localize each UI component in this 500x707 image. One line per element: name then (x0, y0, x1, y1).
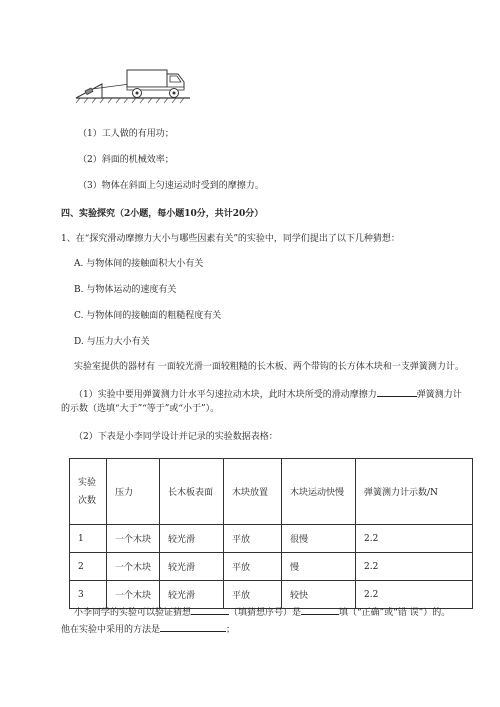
calc-question-3: （3）物体在斜面上匀速运动时受到的摩擦力。 (78, 181, 264, 191)
table-cell: 较光滑 (160, 581, 224, 609)
header-cell-placement: 木块放置 (224, 459, 282, 525)
experiment-table (69, 458, 473, 609)
conclusion-part-a: 小李同学的实验可以验证猜想 (74, 608, 192, 618)
answer-blank-4[interactable] (160, 622, 226, 632)
conclusion-line2 (61, 622, 235, 636)
option-d: D. 与压力大小有关 (74, 337, 150, 347)
header-cell-reading: 弹簧测力计示数/N (356, 459, 473, 525)
table-row (70, 553, 473, 581)
table-cell: 很慢 (282, 525, 356, 553)
table-cell: 一个木块 (107, 525, 160, 553)
subquestion-1-line2: 的示数（选填“大于”“等于”或“小于”）。 (61, 404, 220, 414)
answer-blank-3[interactable] (301, 605, 339, 615)
answer-blank-1[interactable] (377, 387, 417, 397)
conclusion-part-e: ； (226, 625, 236, 635)
header-cell-surface: 长木板表面 (160, 459, 224, 525)
header-cell-trial: 实验 次数 (70, 459, 107, 525)
table-cell: 3 (70, 581, 107, 609)
question-stem: 1、在“探究滑动摩擦力大小与哪些因素有关”的实验中，同学们提出了以下几种猜想： (61, 234, 400, 244)
table-cell: 较快 (282, 581, 356, 609)
table-cell: 2 (70, 553, 107, 581)
calc-question-2: （2）斜面的机械效率； (78, 155, 174, 165)
table-cell: 慢 (282, 553, 356, 581)
table-cell: 2.2 (356, 553, 473, 581)
subquestion-1-part-a: （1）实验中要用弹簧测力计水平匀速拉动木块，此时木块所受的滑动摩擦力 (74, 390, 377, 400)
option-b: B. 与物体运动的速度有关 (74, 285, 177, 295)
table-cell: 2.2 (356, 525, 473, 553)
incline-truck-figure (72, 62, 192, 106)
materials-text: 实验室提供的器材有 一面较光滑一面较粗糙的长木板、两个带钩的长方体木块和一支弹簧测力计。 (74, 362, 464, 372)
table-row (70, 525, 473, 553)
subquestion-1-line1 (74, 387, 462, 401)
header-cell-pressure: 压力 (107, 459, 160, 525)
option-c: C. 与物体间的接触面的粗糙程度有关 (74, 311, 222, 321)
table-cell: 平放 (224, 553, 282, 581)
answer-blank-2[interactable] (191, 605, 229, 615)
table-cell: 平放 (224, 525, 282, 553)
table-cell: 平放 (224, 581, 282, 609)
table-cell: 较光滑 (160, 525, 224, 553)
section-title: 四、实验探究（2小题，每小题10分，共计20分） (61, 209, 264, 219)
conclusion-part-c: 填（“正确”或“错 误”）的。 (339, 608, 451, 618)
subquestion-1-part-b: 弹簧测力计 (416, 390, 462, 400)
conclusion-line1 (74, 605, 450, 619)
table-header-row (70, 459, 473, 525)
table-cell: 一个木块 (107, 553, 160, 581)
table-cell: 较光滑 (160, 553, 224, 581)
table-cell: 1 (70, 525, 107, 553)
table-cell: 2.2 (356, 581, 473, 609)
header-cell-speed: 木块运动快慢 (282, 459, 356, 525)
option-a: A. 与物体间的接触面积大小有关 (74, 259, 204, 269)
conclusion-part-b: （填猜想序号）是 (229, 608, 302, 618)
table-cell: 一个木块 (107, 581, 160, 609)
subquestion-2: （2）下表是小李同学设计并记录的实验数据表格： (74, 432, 278, 442)
conclusion-part-d: 他在实验中采用的方法是 (61, 625, 161, 635)
calc-question-1: （1）工人做的有用功； (78, 129, 174, 139)
